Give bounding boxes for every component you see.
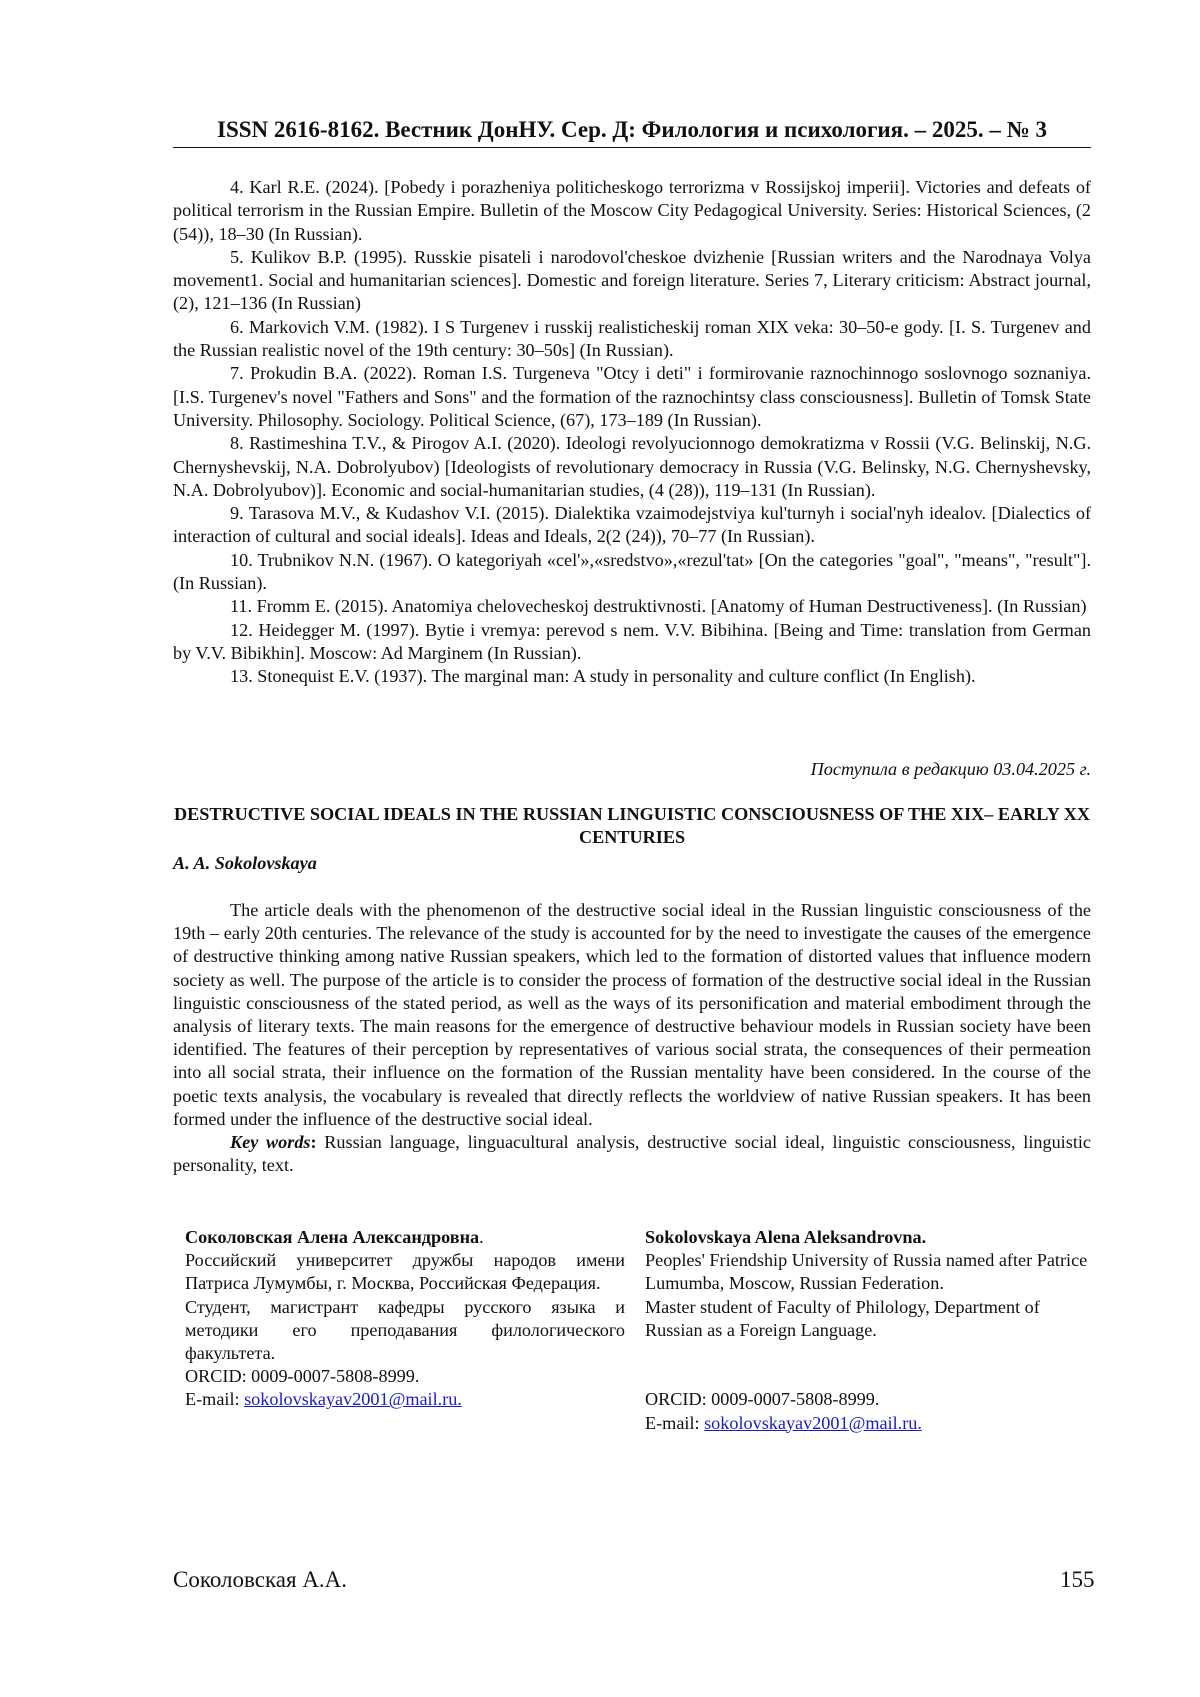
position-en: Master student of Faculty of Philology, Department of Russian as a Foreign Language. <box>645 1296 1040 1340</box>
article-author: A. A. Sokolovskaya <box>173 853 317 873</box>
email-link-en[interactable]: sokolovskayav2001@mail.ru. <box>704 1412 922 1433</box>
author-name-ru: Соколовская Алена Александровна <box>185 1227 480 1247</box>
footer-author: Соколовская А.А. <box>173 1567 348 1592</box>
position-ru: Студент, магистрант кафедры русского языка и методики его преподавания филологического факультета. <box>185 1296 625 1364</box>
email-link-ru[interactable]: sokolovskayav2001@mail.ru. <box>244 1389 462 1410</box>
reference-item: 13. Stonequist E.V. (1937). The marginal man: A study in personality and culture conflict (In English). <box>230 666 976 687</box>
affiliation-en: Peoples' Friendship University of Russia named after Patrice Lumumba, Moscow, Russian Federation. <box>645 1250 1088 1294</box>
email-label-ru: E-mail: <box>185 1389 245 1410</box>
page-number: 155 <box>1060 1567 1095 1592</box>
affiliation-ru: Российский университет дружбы народов имени Патриса Лумумбы, г. Москва, Российская Федерация. <box>185 1250 625 1294</box>
author-name-en: Sokolovskaya Alena Aleksandrovna. <box>645 1227 927 1247</box>
keywords-label: Key words <box>230 1132 311 1153</box>
reference-list <box>173 176 1091 689</box>
reference-item: 9. Tarasova M.V., & Kudashov V.I. (2015). Dialektika vzaimodejstviya kul'turnyh i social'nyh idealov. [Dialectics of interaction of cultural and social ideals]. Ideas and Ideals, 2(2 (24)), 70–77 (In Russian). <box>173 503 1091 547</box>
article-title: DESTRUCTIVE SOCIAL IDEALS IN THE RUSSIAN LINGUISTIC CONSCIOUSNESS OF THE XIX– EARLY XX CENTURIES <box>173 804 1091 847</box>
orcid-ru: ORCID: 0009-0007-5808-8999. <box>185 1366 420 1387</box>
reference-item: 11. Fromm E. (2015). Anatomiya chelovecheskoj destruktivnosti. [Anatomy of Human Destructiveness]. (In Russian) <box>230 596 1087 617</box>
email-label-en: E-mail: <box>645 1412 705 1433</box>
author-info-en <box>645 1226 1095 1435</box>
reference-item: 10. Trubnikov N.N. (1967). O kategoriyah «cel'»,«sredstvo»,«rezul'tat» [On the categories "goal", "means", "result"]. (In Russian). <box>173 549 1091 594</box>
running-header: ISSN 2616-8162. Вестник ДонНУ. Сер. Д: Филология и психология. – 2025. – № 3 <box>173 116 1091 148</box>
abstract <box>173 899 1091 1177</box>
reference-item: 7. Prokudin B.A. (2022). Roman I.S. Turgeneva "Otcy i deti" i formirovanie raznochinnogo soslovnogo soznaniya. [I.S. Turgenev's novel "Fathers and Sons" and the formation of the raznochintsy class consciousness]. Bulletin of Tomsk State University. Philosophy. Sociology. Political Science, (67), 173–189 (In Russian). <box>173 363 1091 430</box>
author-info-ru: Соколовская Алена Александровна. Российский университет дружбы народов имени Патриса Лумумбы, г. Москва, Российская Федерация. Студент, магистрант кафедры русского языка и методики его преподавания филологического факультета. ORCID: 0009-0007-5808-8999. E-mail: sokolovskayav2001@mail.ru. <box>185 1227 625 1410</box>
orcid-en: ORCID: 0009-0007-5808-8999. <box>645 1389 880 1410</box>
reference-item: 4. Karl R.E. (2024). [Pobedy i porazheniya politicheskogo terrorizma v Rossijskoj imperii]. Victories and defeats of political terrorism in the Russian Empire. Bulletin of the Moscow City Pedagogical University. Series: Historical Sciences, (2 (54)), 18–30 (In Russian). <box>173 177 1091 244</box>
reference-item: 8. Rastimeshina T.V., & Pirogov A.I. (2020). Ideologi revolyucionnogo demokratizma v Rossii (V.G. Belinskij, N.G. Chernyshevskij, N.A. Dobrolyubov) [Ideologists of revolutionary democracy in Russia (V.G. Belinsky, N.G. Chernyshevsky, N.A. Dobrolyubov)]. Economic and social-humanitarian studies, (4 (28)), 119–131 (In Russian). <box>173 433 1091 500</box>
keywords-text: Russian language, linguacultural analysis, destructive social ideal, linguistic consciousness, linguistic personality, text. <box>173 1132 1091 1176</box>
reference-item: 5. Kulikov B.P. (1995). Russkie pisateli i narodovol'cheskoe dvizhenie [Russian writers and the Narodnaya Volya movement1. Social and humanitarian sciences]. Domestic and foreign literature. Series 7, Literary criticism: Abstract journal, (2), 121–136 (In Russian) <box>173 246 1091 314</box>
keywords: Key words: Russian language, linguacultural analysis, destructive social ideal, linguistic consciousness, linguistic personality, text. <box>173 1132 1091 1176</box>
abstract-text: The article deals with the phenomenon of the destructive social ideal in the Russian linguistic consciousness of the 19th – early 20th centuries. The relevance of the study is accounted for by the need to investigate the causes of the emergence of destructive thinking among native Russian speakers, which led to the formation of distorted values that influence modern society as well. The purpose of the article is to consider the process of formation of the destructive social ideal in the Russian linguistic consciousness of the stated period, as well as the ways of its personification and material embodiment through the analysis of literary texts. The main reasons for the emergence of destructive behaviour models in Russian society have been identified. The features of their perception by representatives of various social strata, the consequences of their permeation into all social strata, their influence on the formation of the Russian mentality have been considered. In the course of the poetic texts analysis, the vocabulary is revealed that directly reflects the worldview of native Russian speakers. It has been formed under the influence of the destructive social ideal. <box>173 900 1091 1129</box>
reference-item: 12. Heidegger M. (1997). Bytie i vremya: perevod s nem. V.V. Bibihina. [Being and Time: translation from German by V.V. Bibikhin]. Moscow: Ad Marginem (In Russian). <box>173 619 1091 663</box>
received-date: Поступила в редакцию 03.04.2025 г. <box>810 759 1091 779</box>
reference-item: 6. Markovich V.M. (1982). I S Turgenev i russkij realisticheskij roman XIX veka: 30–50-e gody. [I. S. Turgenev and the Russian realistic novel of the 19th century: 30–50s] (In Russian). <box>173 316 1091 361</box>
